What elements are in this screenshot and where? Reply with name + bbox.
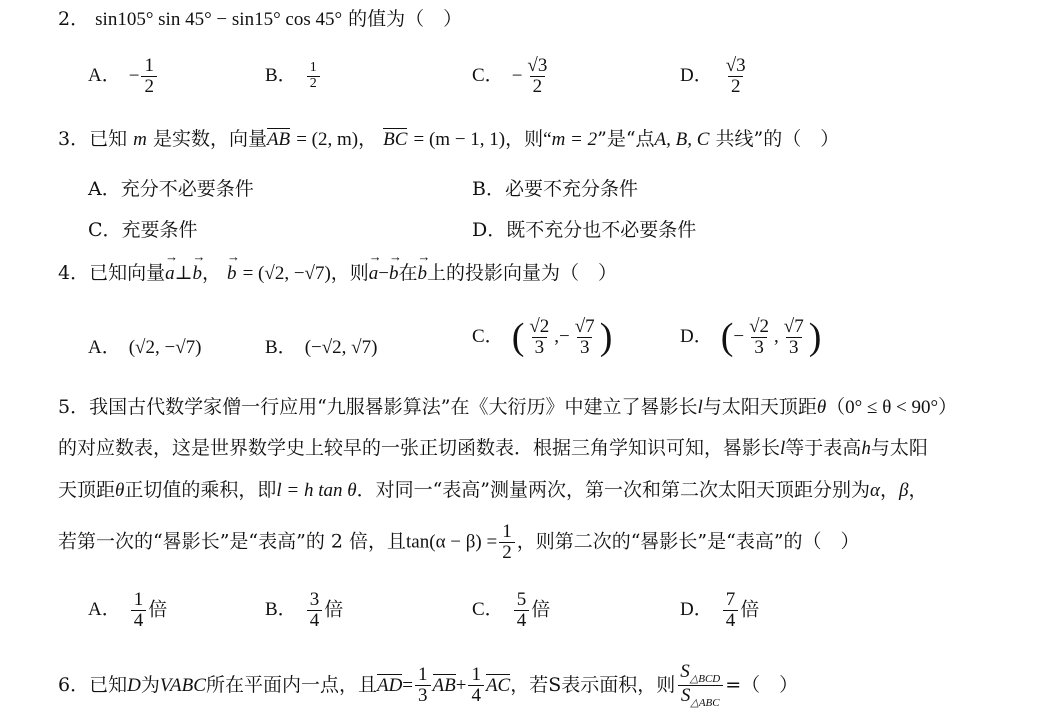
text: 若第一次的“晷影长”是“表高”的 2 倍，且 bbox=[58, 530, 407, 553]
text: 的对应数表，这是世界数学史上较早的一张正切函数表．根据三角学知识可知，晷影长 bbox=[58, 437, 781, 459]
option-label: B． bbox=[265, 337, 297, 358]
q3-option-d[interactable]: D．既不充分也不必要条件 bbox=[472, 219, 697, 241]
sign: − bbox=[559, 326, 570, 347]
numerator: √7 bbox=[574, 315, 595, 337]
unit: 倍 bbox=[531, 598, 551, 621]
text: 我国古代数学家僧一行应用“九服晷影算法”在《大衍历》中建立了晷影长 bbox=[89, 396, 698, 418]
denominator: 3 bbox=[751, 337, 767, 358]
trig-expression: sin105° sin 45° − sin15° cos 45° bbox=[95, 9, 343, 30]
text: 已知向量 bbox=[89, 262, 166, 284]
perp-symbol: ⊥ bbox=[174, 263, 193, 284]
vector-b: → b bbox=[389, 263, 399, 286]
option-label: A． bbox=[88, 65, 121, 87]
vector-value: = (m − 1, 1)，则“ bbox=[413, 129, 552, 150]
fraction bbox=[514, 590, 530, 631]
text: 等于表高 bbox=[785, 437, 862, 459]
question-number: 2． bbox=[58, 8, 90, 30]
option-label: C． bbox=[472, 599, 504, 621]
numerator: √3 bbox=[527, 55, 548, 76]
text: ，若S表示面积，则 bbox=[510, 673, 676, 696]
right-paren: ) bbox=[808, 316, 822, 358]
vector-a: → a bbox=[165, 263, 175, 286]
vector-ab: AB bbox=[266, 129, 291, 150]
vector-bc: BC bbox=[383, 129, 408, 150]
text: 与太阳 bbox=[870, 437, 928, 459]
question-number: 6． bbox=[58, 673, 90, 696]
numerator: √2 bbox=[529, 315, 550, 337]
denominator: 3 bbox=[786, 337, 802, 358]
vector-ad: AD bbox=[376, 674, 403, 696]
fraction bbox=[524, 56, 550, 97]
variable-theta: θ bbox=[816, 397, 827, 418]
numerator: √3 bbox=[725, 55, 746, 76]
condition: m = 2 bbox=[551, 129, 598, 150]
numerator: √2 bbox=[749, 315, 770, 337]
text: 上的投影向量为（ ） bbox=[427, 262, 618, 284]
unit: 倍 bbox=[324, 598, 344, 621]
vector-ac: AC bbox=[485, 674, 511, 696]
text: 在 bbox=[398, 262, 418, 284]
fraction bbox=[526, 317, 552, 358]
variable-m: m bbox=[133, 129, 147, 150]
text: 所在平面内一点，且 bbox=[205, 673, 377, 696]
text: 已知 bbox=[89, 673, 128, 696]
numerator: 1 bbox=[418, 664, 428, 686]
q5-option-a[interactable] bbox=[88, 590, 167, 631]
variable-l: l bbox=[697, 397, 703, 418]
vector-b: → b bbox=[227, 263, 237, 286]
fraction bbox=[499, 522, 515, 563]
triangle: VABC bbox=[159, 674, 206, 696]
numerator: 1 bbox=[309, 59, 317, 75]
fraction bbox=[415, 665, 431, 706]
variable-l: l bbox=[780, 438, 786, 459]
fraction bbox=[723, 590, 739, 631]
q2-option-c[interactable] bbox=[472, 56, 552, 97]
numerator: 3 bbox=[309, 589, 320, 610]
right-paren: ) bbox=[599, 316, 613, 358]
vector-b: → b bbox=[192, 263, 202, 286]
comma: , bbox=[554, 326, 560, 347]
formula: l = h tan θ bbox=[276, 480, 357, 501]
subscript: △BCD bbox=[689, 672, 721, 685]
q2-option-b[interactable] bbox=[265, 60, 322, 91]
text: 为 bbox=[140, 673, 160, 696]
denominator: 2 bbox=[307, 76, 320, 92]
numerator: √7 bbox=[783, 315, 804, 337]
option-value: (√2, −√7) bbox=[128, 337, 202, 358]
denominator: 4 bbox=[131, 610, 147, 631]
q4-option-d[interactable] bbox=[680, 315, 821, 359]
text: ．对同一“表高”测量两次，第一次和第二次太阳天顶距分别为 bbox=[356, 479, 871, 501]
question-number: 4． bbox=[58, 262, 90, 284]
denominator: 3 bbox=[415, 685, 431, 706]
s-symbol: S bbox=[680, 685, 691, 707]
comma: ， bbox=[880, 479, 900, 501]
denominator bbox=[678, 685, 723, 709]
denominator: 2 bbox=[728, 76, 744, 97]
q3-option-a[interactable]: A．充分不必要条件 bbox=[88, 178, 254, 200]
numerator: 1 bbox=[471, 664, 481, 686]
question-4-stem bbox=[58, 262, 617, 286]
tan-expression: tan(α − β) = bbox=[406, 531, 498, 553]
minus: − bbox=[378, 263, 390, 284]
comma: , bbox=[774, 326, 779, 347]
question-5-line-1 bbox=[58, 396, 957, 420]
text: 与太阳天顶距 bbox=[702, 396, 817, 418]
text: 已知 bbox=[89, 128, 128, 150]
question-number: 5． bbox=[58, 396, 90, 418]
fraction bbox=[723, 56, 749, 97]
left-paren: ( bbox=[511, 316, 525, 358]
fraction bbox=[746, 317, 772, 358]
text: 天顶距 bbox=[58, 479, 116, 501]
vector-b: → b bbox=[418, 263, 428, 286]
option-label: C． bbox=[472, 65, 504, 87]
points: A, B, C bbox=[654, 129, 710, 150]
numerator bbox=[677, 662, 723, 685]
numerator: 5 bbox=[516, 589, 527, 610]
fraction bbox=[131, 590, 147, 631]
numerator: 7 bbox=[725, 589, 736, 610]
fraction bbox=[468, 665, 484, 706]
left-paren: ( bbox=[720, 316, 734, 358]
option-value: (−√2, √7) bbox=[304, 337, 378, 358]
vector-ab: AB bbox=[432, 674, 456, 696]
option-label: A． bbox=[88, 337, 121, 358]
fraction bbox=[141, 56, 157, 97]
q2-option-a[interactable] bbox=[88, 56, 159, 97]
denominator: 4 bbox=[514, 610, 530, 631]
text: ， bbox=[908, 479, 928, 501]
text: 共线”的（ ） bbox=[715, 128, 840, 150]
question-text: 的值为（ ） bbox=[348, 8, 463, 30]
denominator: 2 bbox=[499, 542, 515, 563]
unit: 倍 bbox=[148, 598, 168, 621]
option-label: C． bbox=[472, 326, 504, 347]
variable-h: h bbox=[861, 438, 871, 459]
vector-a: → a bbox=[369, 263, 379, 286]
denominator: 4 bbox=[468, 685, 484, 706]
denominator: 3 bbox=[532, 337, 548, 358]
s-symbol: S bbox=[680, 661, 690, 682]
question-2-stem bbox=[58, 8, 462, 32]
text: =（ ） bbox=[725, 673, 799, 696]
option-label: D． bbox=[680, 65, 713, 87]
text: ”是“点 bbox=[597, 128, 655, 150]
text: ，则第二次的“晷影长”是“表高”的（ ） bbox=[516, 530, 860, 553]
q5-option-b[interactable] bbox=[265, 590, 343, 631]
sign: − bbox=[511, 65, 523, 87]
denominator: 2 bbox=[530, 76, 546, 97]
text: ， bbox=[201, 262, 221, 284]
variable-alpha: α bbox=[870, 480, 881, 501]
option-label: B． bbox=[265, 599, 297, 621]
sign: − bbox=[733, 326, 745, 347]
question-5-line-3 bbox=[58, 479, 928, 503]
q4-option-a[interactable] bbox=[88, 332, 201, 359]
subscript: △ABC bbox=[690, 697, 720, 710]
text: 是实数，向量 bbox=[152, 128, 267, 150]
denominator: 2 bbox=[141, 76, 157, 97]
option-label: D． bbox=[680, 599, 713, 621]
fraction bbox=[781, 317, 807, 358]
option-label: A． bbox=[88, 599, 121, 621]
numerator: 1 bbox=[502, 521, 512, 542]
denominator: 3 bbox=[577, 337, 593, 358]
question-5-line-2 bbox=[58, 437, 928, 461]
fraction bbox=[307, 61, 320, 91]
variable-theta: θ bbox=[115, 480, 125, 501]
sign: − bbox=[128, 65, 140, 87]
q5-option-c[interactable] bbox=[472, 590, 550, 631]
text: 正切值的乘积，即 bbox=[124, 479, 277, 501]
vector-value: = (√2, −√7)，则 bbox=[242, 263, 369, 284]
question-3-stem bbox=[58, 128, 839, 152]
unit: 倍 bbox=[740, 598, 760, 621]
range: （0° ≤ θ < 90°） bbox=[826, 397, 958, 418]
q3-option-c[interactable]: C．充要条件 bbox=[88, 219, 198, 241]
vector-value: = (2, m)， bbox=[296, 129, 378, 150]
plus: + bbox=[455, 674, 467, 696]
question-number: 3． bbox=[58, 128, 90, 150]
option-label: B． bbox=[265, 65, 297, 86]
fraction bbox=[572, 317, 598, 358]
q2-option-d[interactable] bbox=[680, 56, 751, 97]
q5-option-d[interactable] bbox=[680, 590, 759, 631]
denominator: 4 bbox=[723, 610, 739, 631]
q4-option-c[interactable] bbox=[472, 315, 612, 359]
denominator: 4 bbox=[307, 610, 323, 631]
variable-beta: β bbox=[899, 480, 909, 501]
fraction bbox=[307, 590, 323, 631]
q3-option-b[interactable]: B．必要不充分条件 bbox=[472, 178, 638, 200]
numerator: 1 bbox=[133, 589, 144, 610]
area-ratio bbox=[677, 662, 723, 710]
numerator: 1 bbox=[144, 55, 154, 76]
point-d: D bbox=[127, 674, 141, 696]
option-label: D． bbox=[680, 326, 713, 347]
q4-option-b[interactable] bbox=[265, 332, 377, 359]
equals: = bbox=[402, 674, 414, 696]
question-6-stem bbox=[58, 662, 798, 710]
question-5-line-4 bbox=[58, 522, 860, 563]
